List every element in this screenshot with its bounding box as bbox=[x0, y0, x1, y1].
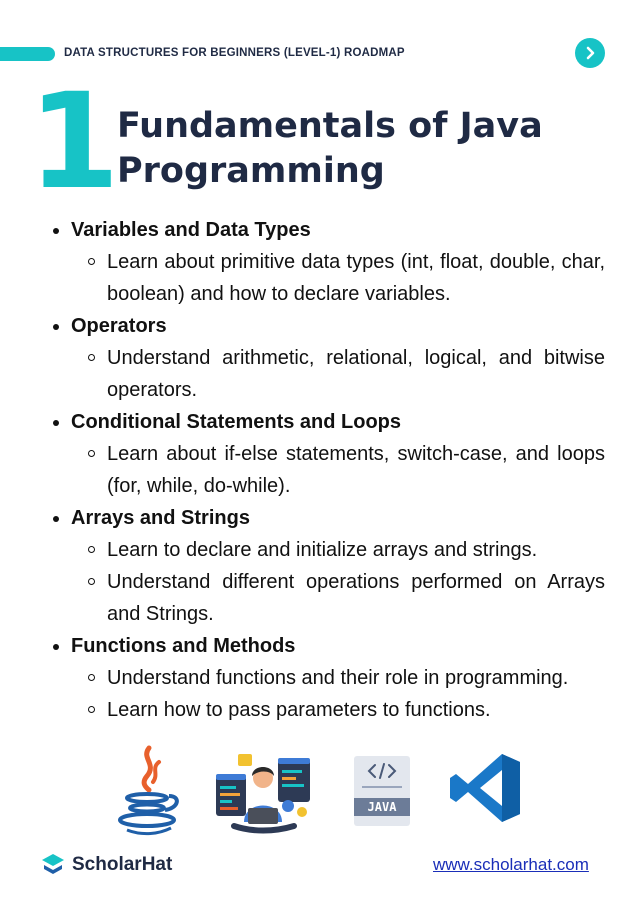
topic-heading: Conditional Statements and Loops bbox=[45, 406, 605, 438]
topic-heading: Arrays and Strings bbox=[45, 502, 605, 534]
logo-strip bbox=[0, 740, 638, 840]
header-accent-bar bbox=[0, 47, 55, 61]
topic-point: Learn about if-else statements, switch-case, and loops (for, while, do-while). bbox=[45, 438, 605, 502]
java-file-icon bbox=[354, 756, 410, 826]
topic-heading: Operators bbox=[45, 310, 605, 342]
topic-heading: Variables and Data Types bbox=[45, 214, 605, 246]
brand-name: ScholarHat bbox=[72, 854, 173, 875]
developer-illustration-icon bbox=[212, 752, 314, 834]
topic-point: Understand functions and their role in programming. bbox=[45, 662, 605, 694]
topic-heading: Functions and Methods bbox=[45, 630, 605, 662]
topic-list bbox=[45, 214, 605, 726]
topic-point: Understand arithmetic, relational, logical, and bitwise operators. bbox=[45, 342, 605, 406]
roadmap-title: DATA STRUCTURES FOR BEGINNERS (LEVEL-1) ROADMAP bbox=[64, 47, 405, 59]
page-title-line-1: Fundamentals of Java bbox=[117, 106, 543, 146]
java-file-label: JAVA bbox=[354, 798, 410, 816]
topic-point: Understand different operations performed on Arrays and Strings. bbox=[45, 566, 605, 630]
next-button[interactable] bbox=[575, 38, 605, 68]
brand-logo bbox=[40, 852, 172, 878]
page-title bbox=[117, 104, 597, 194]
code-brackets-icon bbox=[366, 762, 398, 780]
scholarhat-logo-icon bbox=[40, 852, 66, 878]
page-title-line-2: Programming bbox=[117, 151, 385, 191]
section-number: 1 bbox=[28, 65, 114, 219]
chevron-right-icon bbox=[583, 46, 597, 60]
topic-point: Learn to declare and initialize arrays and strings. bbox=[45, 534, 605, 566]
vscode-logo-icon bbox=[448, 750, 524, 826]
topic-point: Learn how to pass parameters to functions. bbox=[45, 694, 605, 726]
topic-point: Learn about primitive data types (int, float, double, char, boolean) and how to declare variables. bbox=[45, 246, 605, 310]
website-link[interactable]: www.scholarhat.com bbox=[433, 855, 589, 874]
java-logo-icon bbox=[113, 744, 185, 836]
